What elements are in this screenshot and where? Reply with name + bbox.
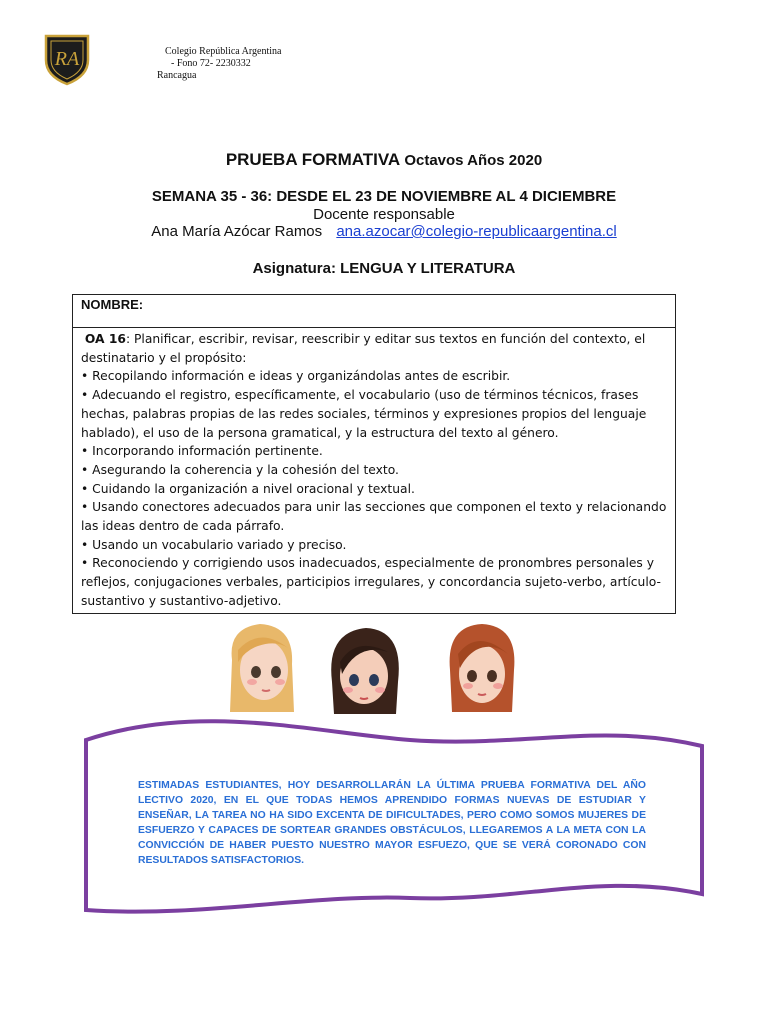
objective-intro-text: : Planificar, escribir, revisar, reescribir y editar sus textos en función del contexto, el destinatario y el propósito:	[81, 332, 646, 365]
teacher-email-link[interactable]: ana.azocar@colegio-republicaargentina.cl	[336, 223, 617, 240]
teacher-line	[0, 223, 768, 240]
name-field[interactable]	[72, 294, 676, 328]
objective-code: OA 16	[84, 332, 126, 346]
name-label: NOMBRE:	[81, 297, 144, 312]
title-main: PRUEBA FORMATIVA	[225, 150, 400, 169]
week-range: SEMANA 35 - 36: DESDE EL 23 DE NOVIEMBRE AL 4 DICIEMBRE	[151, 188, 617, 205]
title-sub: Octavos Años 2020	[404, 152, 543, 169]
school-info	[157, 46, 282, 82]
docente-label: Docente responsable	[313, 206, 455, 223]
school-phone: - Fono 72- 2230332	[171, 58, 251, 69]
school-name: Colegio República Argentina	[165, 46, 282, 57]
objective-bullet: • Asegurando la coherencia y la cohesión del texto.	[81, 462, 399, 477]
girl-illustration-brunette	[326, 622, 404, 714]
objective-bullet: • Reconociendo y corrigiendo usos inadecuados, especialmente de pronombres personales y reflejos, conjugaciones verbales, participios irregulares, y concordancia sujeto-verbo, artículo-sustantivo y sustantivo-adjetivo.	[81, 556, 661, 608]
objective-box	[72, 327, 676, 614]
objective-bullet: • Usando conectores adecuados para unir las secciones que componen el texto y relacionando las ideas dentro de cada párrafo.	[81, 500, 667, 534]
objective-bullet: • Cuidando la organización a nivel oracional y textual.	[81, 481, 415, 496]
svg-text:RA: RA	[54, 48, 80, 70]
objective-bullet: • Incorporando información pertinente.	[81, 444, 323, 459]
school-logo	[44, 32, 90, 86]
subject-heading: Asignatura: LENGUA Y LITERATURA	[252, 260, 516, 277]
school-city: Rancagua	[157, 70, 197, 81]
objective-bullet: • Usando un vocabulario variado y preciso.	[81, 537, 347, 552]
encouragement-message: ESTIMADAS ESTUDIANTES, HOY DESARROLLARÁN LA ÚLTIMA PRUEBA FORMATIVA DEL AÑO LECTIVO 2020, EN EL QUE TODAS HEMOS APRENDIDO FORMAS NUEVAS DE ESTUDIAR Y ENSEÑAR, LA TAREA NO HA SIDO EXCENTA DE DIFICULTADES, PERO COMO SOMOS MUJERES DE ESFUERZO Y CAPACES DE SORTEAR GRANDES OBSTÁCULOS, LLEGAREMOS A LA META CON LA CONVICCIÓN DE HABER PUESTO NUESTRO MAYOR ESFUEZO, QUE SE VERÁ CORONADO CON RESULTADOS SATISFACTORIOS.	[138, 780, 646, 866]
objective-bullet: • Recopilando información e ideas y organizándolas antes de escribir.	[81, 369, 511, 384]
girl-illustration-blonde	[222, 620, 300, 712]
teacher-name: Ana María Azócar Ramos	[151, 223, 323, 240]
objective-bullet: • Adecuando el registro, específicamente, el vocabulario (uso de términos técnicos, frases hechas, palabras propias de las redes sociales, términos y expresiones propios del lenguaje hablado), el uso de la persona gramatical, y la estructura del texto al género.	[81, 388, 647, 440]
page-title	[0, 150, 768, 170]
girl-illustration-redhead	[442, 620, 520, 712]
objective-intro	[81, 330, 667, 367]
